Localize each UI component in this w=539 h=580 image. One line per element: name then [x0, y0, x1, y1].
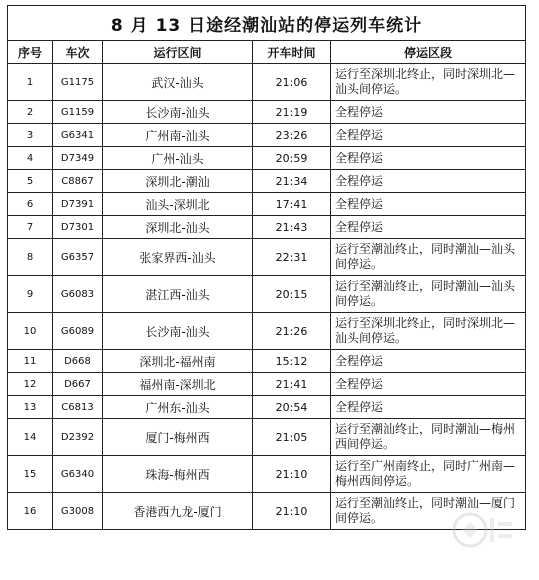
header-section: 停运区段: [331, 41, 526, 64]
table-row: [8, 64, 526, 101]
row-number: 16: [8, 493, 53, 530]
suspended-section: 全程停运: [331, 216, 526, 239]
route: 深圳北-福州南: [103, 350, 253, 373]
route: 广州-汕头: [103, 147, 253, 170]
route: 深圳北-汕头: [103, 216, 253, 239]
departure-time: 20:54: [253, 396, 331, 419]
departure-time: 22:31: [253, 239, 331, 276]
suspended-section: 全程停运: [331, 396, 526, 419]
table-row: [8, 350, 526, 373]
route: 武汉-汕头: [103, 64, 253, 101]
row-number: 1: [8, 64, 53, 101]
table-title: 8 月 13 日途经潮汕站的停运列车统计: [8, 6, 526, 41]
train-number: G6357: [53, 239, 103, 276]
route: 湛江西-汕头: [103, 276, 253, 313]
train-number: G6341: [53, 124, 103, 147]
departure-time: 21:10: [253, 493, 331, 530]
row-number: 3: [8, 124, 53, 147]
suspended-section: 全程停运: [331, 170, 526, 193]
table-row: [8, 216, 526, 239]
suspended-section: 运行至潮汕终止，同时潮汕—汕头间停运。: [331, 276, 526, 313]
row-number: 9: [8, 276, 53, 313]
departure-time: 17:41: [253, 193, 331, 216]
table-row: [8, 313, 526, 350]
suspended-section: 全程停运: [331, 147, 526, 170]
suspended-section: 全程停运: [331, 124, 526, 147]
train-number: D2392: [53, 419, 103, 456]
table-row: [8, 170, 526, 193]
train-number: D667: [53, 373, 103, 396]
departure-time: 20:59: [253, 147, 331, 170]
header-route: 运行区间: [103, 41, 253, 64]
header-time: 开车时间: [253, 41, 331, 64]
row-number: 15: [8, 456, 53, 493]
suspended-section: 全程停运: [331, 350, 526, 373]
departure-time: 15:12: [253, 350, 331, 373]
route: 汕头-深圳北: [103, 193, 253, 216]
header-row: [8, 41, 526, 64]
departure-time: 21:19: [253, 101, 331, 124]
row-number: 13: [8, 396, 53, 419]
row-number: 5: [8, 170, 53, 193]
route: 长沙南-汕头: [103, 313, 253, 350]
suspended-section: 运行至深圳北终止，同时深圳北—汕头间停运。: [331, 64, 526, 101]
route: 深圳北-潮汕: [103, 170, 253, 193]
train-number: D668: [53, 350, 103, 373]
departure-time: 21:26: [253, 313, 331, 350]
watermark-logo: [448, 510, 518, 550]
row-number: 10: [8, 313, 53, 350]
suspended-section: 全程停运: [331, 193, 526, 216]
train-number: G3008: [53, 493, 103, 530]
route: 广州东-汕头: [103, 396, 253, 419]
train-number: D7391: [53, 193, 103, 216]
table-row: [8, 101, 526, 124]
suspended-section: 运行至广州南终止，同时广州南—梅州西间停运。: [331, 456, 526, 493]
header-no: 序号: [8, 41, 53, 64]
departure-time: 21:34: [253, 170, 331, 193]
departure-time: 21:41: [253, 373, 331, 396]
header-train: 车次: [53, 41, 103, 64]
train-number: G6089: [53, 313, 103, 350]
route: 张家界西-汕头: [103, 239, 253, 276]
row-number: 12: [8, 373, 53, 396]
route: 厦门-梅州西: [103, 419, 253, 456]
row-number: 7: [8, 216, 53, 239]
departure-time: 21:05: [253, 419, 331, 456]
route: 广州南-汕头: [103, 124, 253, 147]
suspended-section: 全程停运: [331, 373, 526, 396]
table-row: [8, 456, 526, 493]
row-number: 2: [8, 101, 53, 124]
route: 长沙南-汕头: [103, 101, 253, 124]
row-number: 11: [8, 350, 53, 373]
train-number: G6083: [53, 276, 103, 313]
table-row: [8, 276, 526, 313]
table-row: [8, 419, 526, 456]
table-row: [8, 147, 526, 170]
train-number: C8867: [53, 170, 103, 193]
departure-time: 21:06: [253, 64, 331, 101]
table-row: [8, 239, 526, 276]
train-number: C6813: [53, 396, 103, 419]
suspended-section: 运行至潮汕终止，同时潮汕—厦门间停运。: [331, 493, 526, 530]
departure-time: 21:10: [253, 456, 331, 493]
row-number: 6: [8, 193, 53, 216]
train-number: D7349: [53, 147, 103, 170]
train-number: G6340: [53, 456, 103, 493]
suspended-section: 运行至潮汕终止，同时潮汕—梅州西间停运。: [331, 419, 526, 456]
route: 珠海-梅州西: [103, 456, 253, 493]
row-number: 8: [8, 239, 53, 276]
route: 福州南-深圳北: [103, 373, 253, 396]
table-row: [8, 396, 526, 419]
route: 香港西九龙-厦门: [103, 493, 253, 530]
train-number: G1175: [53, 64, 103, 101]
train-number: D7301: [53, 216, 103, 239]
row-number: 14: [8, 419, 53, 456]
suspended-section: 运行至潮汕终止，同时潮汕—汕头间停运。: [331, 239, 526, 276]
suspended-section: 全程停运: [331, 101, 526, 124]
row-number: 4: [8, 147, 53, 170]
departure-time: 20:15: [253, 276, 331, 313]
table-row: [8, 124, 526, 147]
train-suspension-table: [7, 5, 526, 530]
suspended-section: 运行至深圳北终止，同时深圳北—汕头间停运。: [331, 313, 526, 350]
train-number: G1159: [53, 101, 103, 124]
table-row: [8, 373, 526, 396]
table-row: [8, 193, 526, 216]
departure-time: 21:43: [253, 216, 331, 239]
departure-time: 23:26: [253, 124, 331, 147]
